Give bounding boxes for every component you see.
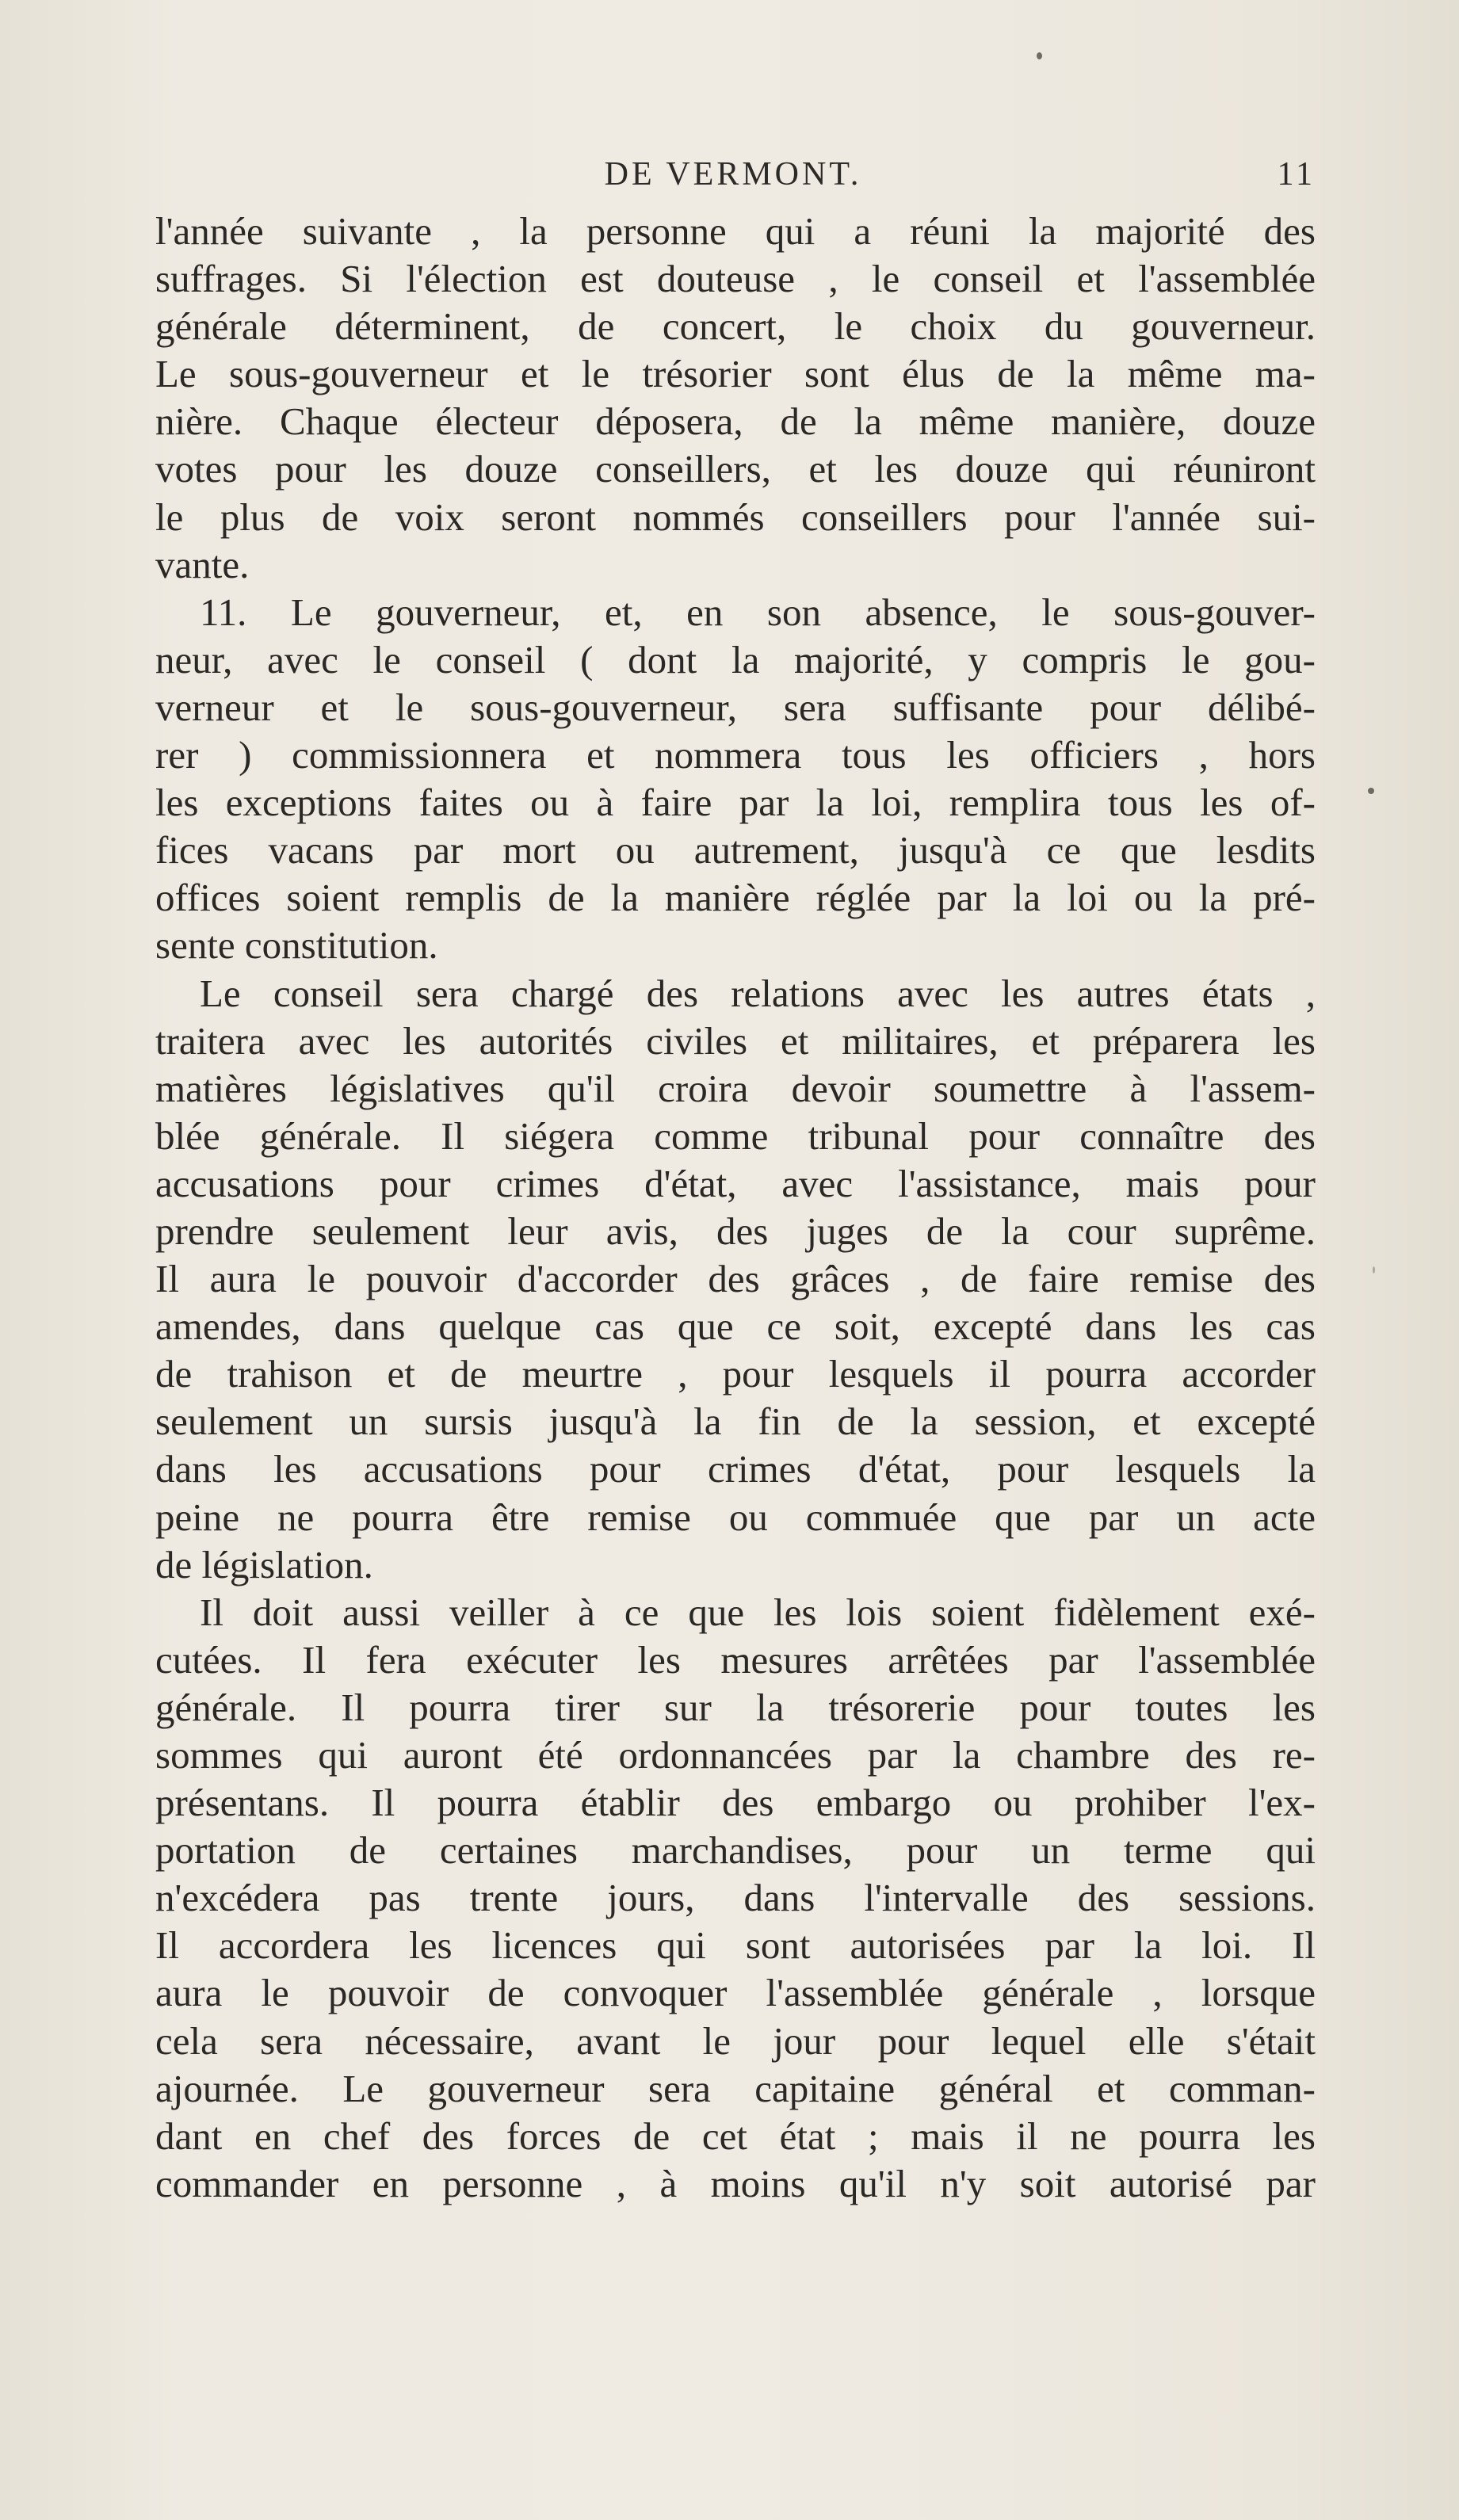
text-line: nière. Chaque électeur déposera, de la même manière, douze xyxy=(155,399,1316,444)
text-line: Le conseil sera chargé des relations avec les autres états , xyxy=(200,971,1316,1015)
text-line: cutées. Il fera exécuter les mesures arrêtées par l'assemblée xyxy=(155,1637,1316,1682)
running-head xyxy=(151,155,1316,203)
text-line: les exceptions faites ou à faire par la loi, remplira tous les of- xyxy=(155,781,1316,825)
text-line: générale déterminent, de concert, le choix du gouverneur. xyxy=(155,304,1316,349)
text-line: seulement un sursis jusqu'à la fin de la session, et excepté xyxy=(155,1399,1316,1444)
text-line: générale. Il pourra tirer sur la trésorerie pour toutes les xyxy=(155,1685,1316,1729)
text-line: Il doit aussi veiller à ce que les lois soient fidèlement exé- xyxy=(200,1590,1316,1634)
text-line: fices vacans par mort ou autrement, jusqu'à ce que lesdits xyxy=(155,828,1316,872)
text-line: rer ) commissionnera et nommera tous les officiers , hors xyxy=(155,733,1316,777)
text-line: vante. xyxy=(155,542,250,586)
text-line: sente constitution. xyxy=(155,923,438,968)
text-line: Il accordera les licences qui sont autorisées par la loi. Il xyxy=(155,1923,1316,1968)
text-line: offices soient remplis de la manière réglée par la loi ou la pré- xyxy=(155,876,1316,920)
text-line: suffrages. Si l'élection est douteuse , le conseil et l'assemblée xyxy=(155,257,1316,301)
text-line: neur, avec le conseil ( dont la majorité, y compris le gou- xyxy=(155,637,1316,682)
text-line: Le sous-gouverneur et le trésorier sont élus de la même ma- xyxy=(155,352,1316,396)
text-line: de législation. xyxy=(155,1542,373,1586)
text-line: commander en personne , à moins qu'il n'y soit autorisé par xyxy=(155,2161,1316,2205)
running-title: DE VERMONT. xyxy=(604,156,862,193)
text-line: cela sera nécessaire, avant le jour pour lequel elle s'était xyxy=(155,2018,1316,2063)
text-line: l'année suivante , la personne qui a réuni la majorité des xyxy=(155,209,1316,253)
text-line: peine ne pourra être remise ou commuée que par un acte xyxy=(155,1495,1316,1539)
text-line: aura le pouvoir de convoquer l'assemblée générale , lorsque xyxy=(155,1971,1316,2015)
text-line: matières législatives qu'il croira devoir soumettre à l'assem- xyxy=(155,1066,1316,1110)
ink-speck xyxy=(1368,788,1374,794)
text-line: ajournée. Le gouverneur sera capitaine général et comman- xyxy=(155,2066,1316,2110)
ink-speck xyxy=(1373,1266,1375,1273)
page-number: 11 xyxy=(1277,156,1316,193)
text-line: dans les accusations pour crimes d'état, pour lesquels la xyxy=(155,1447,1316,1491)
text-line: présentans. Il pourra établir des embargo ou prohiber l'ex- xyxy=(155,1781,1316,1825)
text-line: portation de certaines marchandises, pour un terme qui xyxy=(155,1828,1316,1873)
text-line: prendre seulement leur avis, des juges de la cour suprême. xyxy=(155,1208,1316,1253)
ink-speck xyxy=(1037,52,1042,59)
body-text xyxy=(155,208,1316,2208)
text-line: de trahison et de meurtre , pour lesquels il pourra accorder xyxy=(155,1352,1316,1396)
text-line: accusations pour crimes d'état, avec l'assistance, mais pour xyxy=(155,1161,1316,1205)
text-line: Il aura le pouvoir d'accorder des grâces , de faire remise des xyxy=(155,1257,1316,1301)
text-line: verneur et le sous-gouverneur, sera suffisante pour délibé- xyxy=(155,685,1316,729)
text-line: n'excédera pas trente jours, dans l'intervalle des sessions. xyxy=(155,1876,1316,1920)
text-line: blée générale. Il siégera comme tribunal pour connaître des xyxy=(155,1113,1316,1158)
text-line: sommes qui auront été ordonnancées par la chambre des re- xyxy=(155,1733,1316,1777)
text-line: traitera avec les autorités civiles et militaires, et préparera les xyxy=(155,1018,1316,1063)
text-line: amendes, dans quelque cas que ce soit, excepté dans les cas xyxy=(155,1304,1316,1349)
text-line: dant en chef des forces de cet état ; mais il ne pourra les xyxy=(155,2113,1316,2158)
text-line: le plus de voix seront nommés conseillers pour l'année sui- xyxy=(155,494,1316,539)
text-line: 11. Le gouverneur, et, en son absence, le sous-gouver- xyxy=(200,590,1316,634)
text-line: votes pour les douze conseillers, et les douze qui réuniront xyxy=(155,447,1316,491)
